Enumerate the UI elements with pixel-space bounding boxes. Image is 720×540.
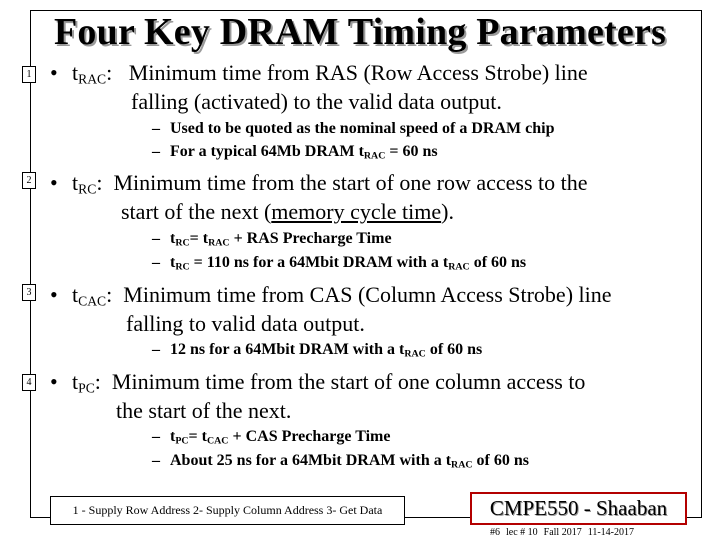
param-3-note-1 [152, 338, 482, 361]
param-2-underlined-term: memory cycle time [271, 199, 442, 224]
param-1-symbol-sub: RAC [78, 71, 107, 87]
lecture-number: lec # 10 [506, 527, 538, 538]
param-4-note-2-sub: RAC [451, 459, 473, 471]
param-4-symbol: t [72, 369, 79, 394]
param-4-line-2: the start of the next. [116, 398, 292, 423]
param-3-symbol: t [72, 282, 79, 307]
bullet-glyph: • [50, 170, 58, 195]
param-2-note-1-b-sub: RAC [208, 237, 230, 249]
param-3-note-1-pre: 12 ns for a 64Mbit DRAM with a t [170, 341, 405, 358]
param-1-note-2-post: = 60 ns [385, 143, 438, 160]
param-1-note-1-text: Used to be quoted as the nominal speed of a DRAM chip [170, 120, 555, 137]
param-1-line-2: falling (activated) to the valid data output. [131, 89, 502, 114]
param-number-1: 1 [22, 66, 36, 83]
dash-glyph: – [152, 428, 160, 445]
param-1-note-2-sub: RAC [363, 150, 386, 162]
param-1-note-2 [152, 140, 438, 163]
dash-glyph: – [152, 452, 160, 469]
param-2-note-1-a-sub: RC [175, 237, 190, 249]
param-1-colon: : [106, 60, 113, 85]
param-4-note-2-post: of 60 ns [472, 452, 529, 469]
param-2-note-2-b-sub: RAC [448, 261, 470, 273]
dash-glyph: – [152, 143, 160, 160]
param-1-symbol: t [72, 60, 79, 85]
param-4-note-1-c: + CAS Precharge Time [228, 428, 391, 445]
param-1-note-1 [152, 117, 554, 140]
param-4-note-1-b: = t [188, 428, 207, 445]
course-title-box: CMPE550 - Shaaban [470, 492, 687, 525]
param-3-symbol-sub: CAC [78, 293, 107, 309]
param-3-colon: : [106, 282, 113, 307]
param-3-line-1: Minimum time from CAS (Column Access Strobe) line [123, 282, 612, 307]
param-3-definition [50, 280, 612, 338]
param-2-note-2-b: = 110 ns for a 64Mbit DRAM with a t [189, 254, 449, 271]
param-2-note-2 [152, 251, 526, 274]
param-3-note-1-sub: RAC [404, 348, 426, 360]
param-2-line-2-pre: start of the next ( [121, 199, 272, 224]
param-2-note-1-b: = t [189, 230, 209, 247]
param-number-3: 3 [22, 284, 36, 301]
param-4-note-1-a-sub: PC [175, 435, 189, 447]
param-2-note-1 [152, 227, 392, 250]
param-3-note-1-post: of 60 ns [425, 341, 483, 358]
param-4-note-1 [152, 425, 390, 448]
param-2-colon: : [96, 170, 103, 195]
param-2-line-2-post: ). [441, 199, 454, 224]
param-2-note-2-c: of 60 ns [469, 254, 527, 271]
dash-glyph: – [152, 341, 160, 358]
dash-glyph: – [152, 120, 160, 137]
param-2-symbol: t [72, 170, 79, 195]
param-2-note-2-a: t [170, 254, 176, 271]
slide-number: #6 [490, 527, 500, 538]
param-2-line-2 [50, 197, 588, 226]
param-number-4: 4 [22, 374, 36, 391]
date: 11-14-2017 [587, 527, 635, 538]
slide-footer [490, 527, 640, 538]
bullet-glyph: • [50, 60, 58, 85]
term: Fall 2017 [543, 527, 582, 538]
param-2-line-1: Minimum time from the start of one row access to the [113, 170, 588, 195]
param-1-line-1: Minimum time from RAS (Row Access Strobe) line [128, 60, 588, 85]
param-4-line-1: Minimum time from the start of one column access to [111, 369, 586, 394]
param-1-note-2-pre: For a typical 64Mb DRAM t [170, 143, 364, 160]
param-3-line-2: falling to valid data output. [126, 311, 365, 336]
param-2-symbol-sub: RC [78, 181, 97, 197]
bullet-glyph: • [50, 369, 58, 394]
param-2-definition [50, 168, 588, 226]
dash-glyph: – [152, 230, 160, 247]
bullet-glyph: • [50, 282, 58, 307]
param-4-definition [50, 367, 585, 425]
param-2-note-2-a-sub: RC [175, 261, 190, 273]
param-2-note-1-a: t [170, 230, 176, 247]
param-4-symbol-sub: PC [78, 380, 95, 396]
param-4-note-2-pre: About 25 ns for a 64Mbit DRAM with a t [170, 452, 452, 469]
access-steps-box: 1 - Supply Row Address 2- Supply Column Address 3- Get Data [50, 496, 405, 525]
param-1-definition [50, 58, 588, 116]
param-4-note-1-b-sub: CAC [207, 435, 229, 447]
slide-title: Four Key DRAM Timing Parameters [54, 11, 666, 53]
dash-glyph: – [152, 254, 160, 271]
param-4-note-1-a: t [170, 428, 176, 445]
param-4-colon: : [94, 369, 101, 394]
param-2-note-1-c: + RAS Precharge Time [229, 230, 392, 247]
param-4-note-2 [152, 449, 529, 472]
param-number-2: 2 [22, 172, 36, 189]
